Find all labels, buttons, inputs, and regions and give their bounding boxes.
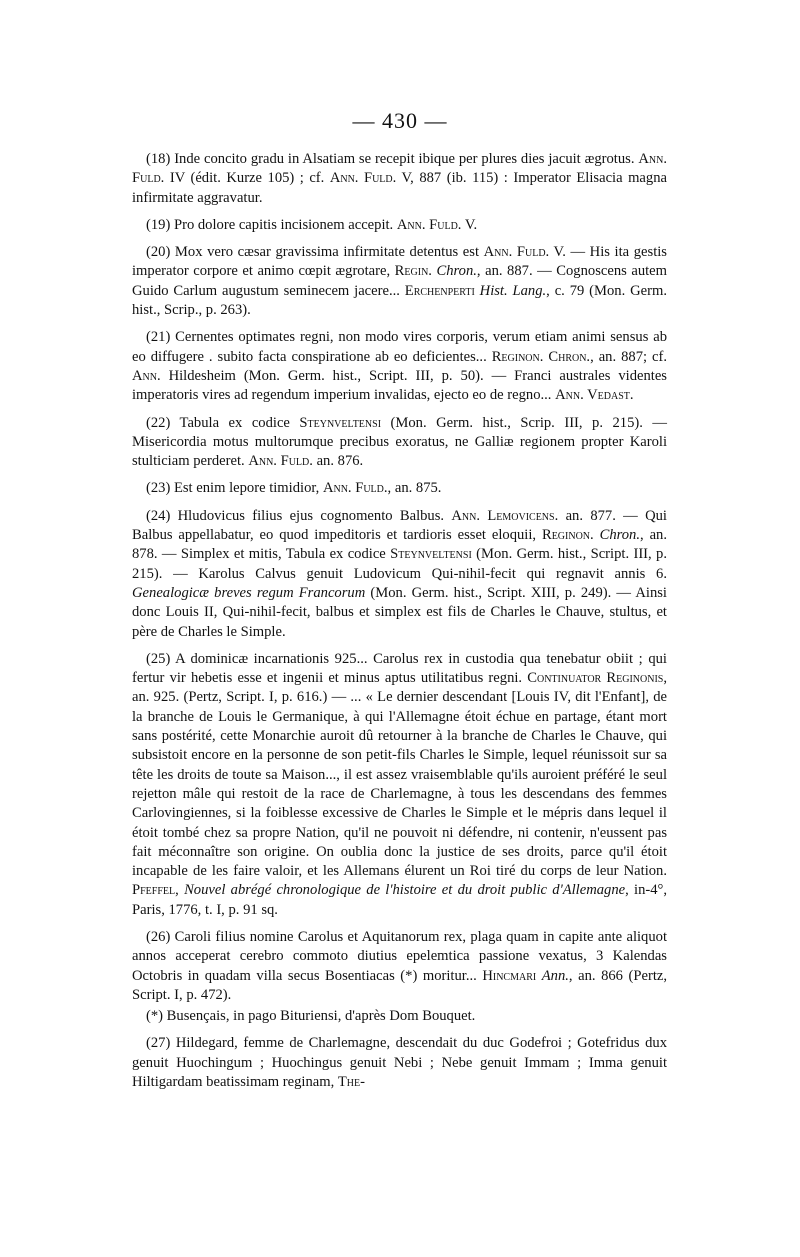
- note-text: (22) Tabula ex codice: [146, 414, 300, 431]
- source-abbreviation: Ann. Fuld.: [329, 170, 397, 187]
- source-abbreviation: Ann.: [132, 367, 161, 384]
- note-text: an. 876.: [312, 453, 364, 470]
- source-abbreviation: Ann. Lemovicens.: [451, 507, 559, 524]
- note-19: [132, 216, 667, 235]
- note-text: ,: [175, 882, 185, 899]
- note-27: [132, 1034, 667, 1092]
- note-25: [132, 650, 667, 920]
- italic-title: Hist. Lang.: [479, 282, 547, 299]
- source-abbreviation: Ann. Fuld.: [396, 216, 462, 233]
- note-text: (Mon. Germ. hist., Script. III, p. 215). — Karolus Calvus genuit Ludovicum Qui-nihil-fecit qui regnavit annis 6.: [132, 546, 667, 582]
- note-text: V, 887 (ib. 115) : Imperator Elisacia magna infirmitate aggravatur.: [132, 170, 667, 206]
- note-text: , an. 875.: [387, 480, 442, 497]
- source-abbreviation: Hincmari: [482, 967, 537, 984]
- note-text: Hildesheim (Mon. Germ. hist., Script. III, p. 50). — Franci australes videntes imperatoris vires ad regendum imperium invalidas, ejecto eo de regno...: [132, 367, 667, 404]
- note-text: , in-4°, Paris, 1776, t. I, p. 91 sq.: [132, 882, 668, 918]
- note-text: IV (édit. Kurze 105) ; cf.: [164, 170, 330, 187]
- note-text: V. — His ita gestis imperator corpore et animo cœpit ægrotare,: [132, 244, 667, 280]
- footnotes: [132, 150, 667, 1100]
- source-abbreviation: Steynveltensi: [299, 414, 382, 431]
- note-text: , an. 878. — Simplex et mitis, Tabula ex codice: [132, 527, 667, 563]
- note-26-footnote: [132, 1007, 667, 1026]
- note-text: (24) Hludovicus filius ejus cognomento Balbus.: [146, 507, 452, 524]
- note-20: [132, 243, 667, 320]
- source-abbreviation: The-: [337, 1074, 365, 1091]
- note-text: (27) Hildegard, femme de Charlemagne, descendait du duc Godefroi ; Gotefridus dux genuit Huochingum ; Huochingus genuit Nebi ; Nebe genuit Immam ; Imma genuit Hiltigardam beatissimam reginam,: [132, 1035, 667, 1091]
- note-text: (23) Est enim lepore timidior,: [146, 480, 323, 497]
- source-abbreviation: Reginon. Chron.: [491, 348, 591, 365]
- italic-title: Genealogicæ breves regum Francorum: [132, 584, 366, 601]
- source-abbreviation: Erchenperti: [404, 282, 475, 299]
- note-text: , an. 925. (Pertz, Script. I, p. 616.) — ... « Le dernier descendant [Louis IV, dit l'Enfant], de la branche de Louis le Germanique, à qui l'Allemagne étoit échue en partage, étant mort sans postérité, cette Monarchie auroit dû retourner à la branche de Charles le Chauve, qui subsistoit encore en la personne de son petit-fils Charles le Simple, lequel réunissoit sur sa tête les droits de toute sa Maison..., il est assez vraisemblable qu'ils auroient préféré le seul rejetton mâle qui restoit de la race de Charlemagne, à tous les descendans des femmes Carlovingiennes, si la foiblesse excessive de Charles le Simple et le mépris dans lequel il étoit tombé chez sa propre Nation, qu'il ne pouvoit ni défendre, ni contenir, n'eussent pas fait méconnaître son origine. On oublia donc la justice de ses droits, parce qu'il étoit incapable de les faire valoir, et les Allemans élurent un Roi tiré du corps de leur Nation.: [132, 670, 667, 880]
- note-text: (20) Mox vero cæsar gravissima infirmitate detentus est: [146, 244, 484, 261]
- note-text: an. 877. — Qui Balbus appellabatur, eo quod impeditoris et tardioris esset eloquii,: [132, 507, 667, 544]
- note-26: [132, 928, 667, 1005]
- note-24: [132, 507, 667, 642]
- note-text: (26) Caroli filius nomine Carolus et Aquitanorum rex, plaga quam in capite ante aliquot annos acceperat cerebro commoto diutius epelemtica passione vexatus, 3 Kalendas Octobris in quadam villa secus Bosentiacas (*) moritur...: [132, 928, 667, 984]
- note-text: , an. 887; cf.: [590, 348, 667, 365]
- source-abbreviation: Ann. Fuld.: [322, 480, 388, 497]
- note-22: [132, 414, 667, 472]
- source-abbreviation: Continuator Reginonis: [527, 670, 664, 687]
- note-text: , an. 866 (Pertz, Script. I, p. 472).: [132, 967, 667, 1003]
- note-23: [132, 479, 667, 498]
- note-text: (Mon. Germ. hist., Script. XIII, p. 249). — Ainsi donc Louis II, Qui-nihil-fecit, balbus et simplex est fils de Charles le Chauve, stultus, et père de Charles le Simple.: [132, 584, 667, 640]
- source-abbreviation: Ann. Fuld.: [483, 244, 550, 261]
- source-abbreviation: Reginon.: [541, 527, 594, 544]
- page-number: — 430 —: [352, 108, 448, 133]
- source-abbreviation: Steynveltensi: [390, 546, 472, 563]
- note-text: (21) Cernentes optimates regni, non modo vires corporis, verum etiam animi sensus ab eo diffugere . subito facta conspiratione ab eo deficientes...: [132, 329, 667, 365]
- note-text: (19) Pro dolore capitis incisionem accepit.: [146, 216, 397, 233]
- italic-title: Chron.: [599, 527, 641, 544]
- source-abbreviation: Regin.: [394, 263, 432, 280]
- note-text: (*) Busençais, in pago Bituriensi, d'après Dom Bouquet.: [146, 1008, 476, 1025]
- italic-title: Chron.: [436, 263, 477, 280]
- source-abbreviation: Ann. Vedast.: [555, 387, 634, 404]
- note-text: V.: [461, 216, 478, 233]
- source-abbreviation: Ann. Fuld.: [132, 151, 667, 187]
- source-abbreviation: Ann. Fuld.: [248, 453, 313, 470]
- note-21: [132, 328, 667, 405]
- italic-title: Nouvel abrégé chronologique de l'histoire et du droit public d'Allemagne: [184, 882, 626, 899]
- note-18: [132, 150, 667, 208]
- note-text: , an. 887. — Cognoscens autem Guido Carlum augustum seminecem jacere...: [132, 263, 667, 299]
- source-abbreviation: Pfeffel: [132, 882, 176, 899]
- note-text: (Mon. Germ. hist., Scrip. III, p. 215). — Misericordia motus multorumque precibus exoratus, ne Galliæ regionem propter Karoli stulticiam perderet.: [132, 414, 667, 470]
- note-text: (18) Inde concito gradu in Alsatiam se recepit ibique per plures dies jacuit ægrotus.: [146, 151, 639, 167]
- italic-title: Ann.: [541, 967, 569, 984]
- note-text: (25) A dominicæ incarnationis 925... Carolus rex in custodia qua tenebatur obiit ; qui fertur vir hebetis esse et ingenii et minus aptus utilitatibus regni.: [132, 650, 667, 687]
- note-text: , c. 79 (Mon. Germ. hist., Scrip., p. 263).: [132, 282, 667, 319]
